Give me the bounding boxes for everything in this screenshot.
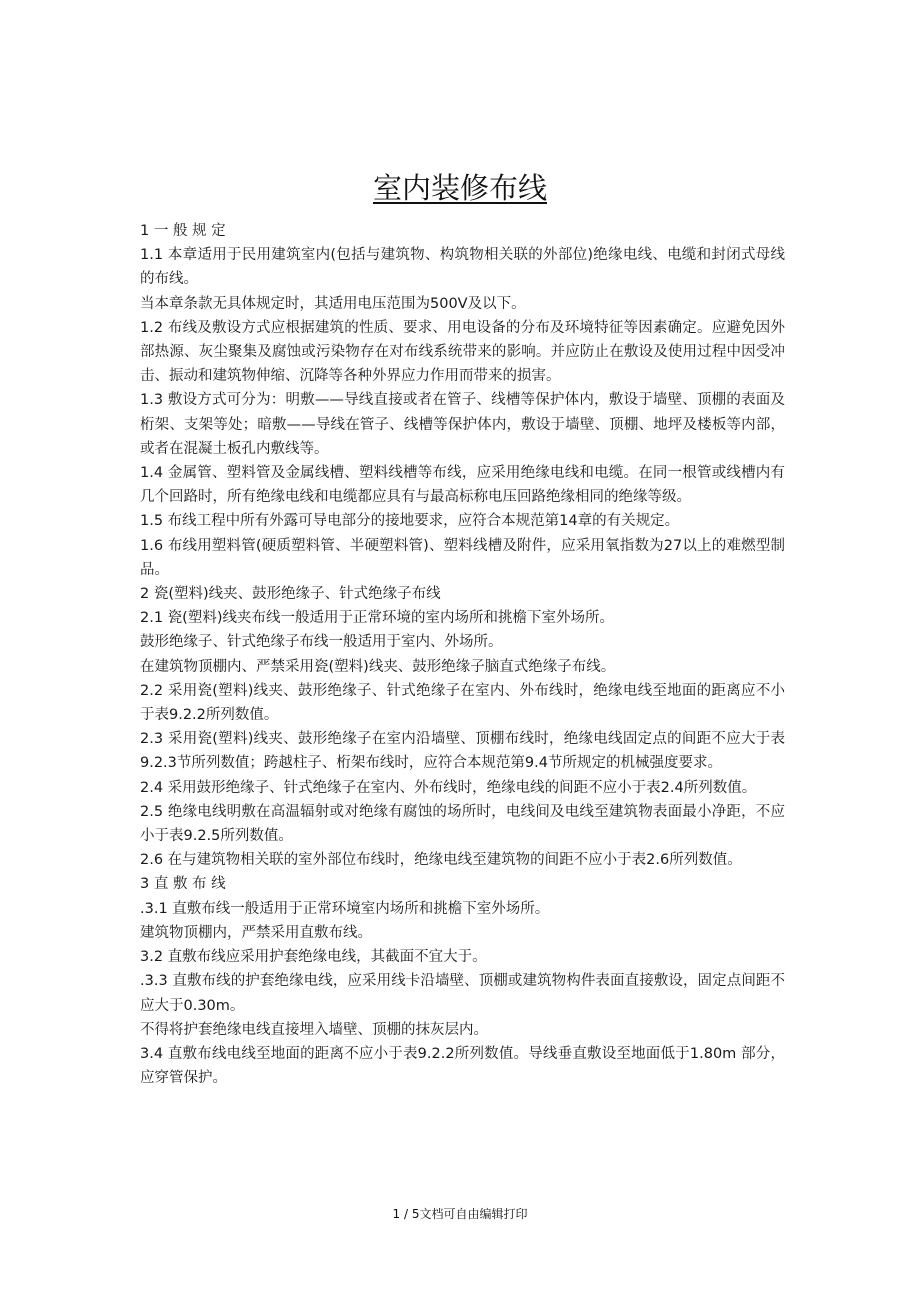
paragraph: 2.2 采用瓷(塑料)线夹、鼓形绝缘子、针式绝缘子在室内、外布线时，绝缘电线至地面的距离应不小于表9.2.2所列数值。 [140,682,785,724]
paragraph: 2.3 采用瓷(塑料)线夹、鼓形绝缘子在室内沿墙壁、顶棚布线时，绝缘电线固定点的间距不应大于表9.2.3节所列数值；跨越柱子、桁架布线时，应符合本规范第9.4节所规定的机械强度要求。 [140,731,785,772]
page-footer: 1 / 5文档可自由编辑打印 [392,1207,528,1221]
paragraph: 在建筑物顶棚内、严禁采用瓷(塑料)线夹、鼓形绝缘子脑直式绝缘子布线。 [140,658,616,675]
paragraph: 1.5 布线工程中所有外露可导电部分的接地要求，应符合本规范第14章的有关规定。 [140,513,680,530]
paragraph: 2.5 绝缘电线明敷在高温辐射或对绝缘有腐蚀的场所时，电线间及电线至建筑物表面最小净距，不应小于表9.2.5所列数值。 [140,803,785,845]
section-heading: 2 瓷(塑料)线夹、鼓形绝缘子、针式绝缘子布线 [140,586,441,603]
paragraph: 建筑物顶棚内，严禁采用直敷布线。 [140,924,372,941]
paragraph: 1.2 布线及敷设方式应根据建筑的性质、要求、用电设备的分布及环境特征等因素确定。应避免因外部热源、灰尘聚集及腐蚀或污染物存在对布线系统带来的影响。并应防止在敷设及使用过程中因受冲击、振动和建筑物伸缩、沉降等各种外界应力作用而带来的损害。 [140,319,785,385]
document-title: 室内装修布线 [372,171,547,205]
paragraph: 1.4 金属管、塑料管及金属线槽、塑料线槽等布线，应采用绝缘电线和电缆。在同一根管或线槽内有几个回路时，所有绝缘电线和电缆都应具有与最高标称电压回路绝缘相同的绝缘等级。 [140,465,785,506]
section-heading: 1 一 般 规 定 [140,223,226,239]
paragraph: 2.4 采用鼓形绝缘子、针式绝缘子在室内、外布线时，绝缘电线的间距不应小于表2.4所列数值。 [140,779,757,796]
document-body [140,219,785,1090]
paragraph: .3.3 直敷布线的护套绝缘电线，应采用线卡沿墙壁、顶棚或建筑物构件表面直接敷设，固定点间距不应大于0.30m。 [140,973,785,1014]
paragraph: 不得将护套绝缘电线直接埋入墙壁、顶棚的抹灰层内。 [140,1021,488,1038]
paragraph: 1.6 布线用塑料管(硬质塑料管、半硬塑料管)、塑料线槽及附件，应采用氧指数为27以上的难燃型制品。 [140,537,785,578]
paragraph: 1.1 本章适用于民用建筑室内(包括与建筑物、构筑物相关联的外部位)绝缘电线、电缆和封闭式母线的布线。 [140,247,785,288]
section-heading: 3 直 敷 布 线 [140,876,226,893]
paragraph: 2.1 瓷(塑料)线夹布线一般适用于正常环境的室内场所和挑檐下室外场所。 [140,610,614,627]
paragraph: 3.2 直敷布线应采用护套绝缘电线，其截面不宜大于。 [140,949,487,966]
paragraph: 1.3 敷设方式可分为：明敷——导线直接或者在管子、线槽等保护体内，敷设于墙壁、顶棚的表面及桁架、支架等处；暗敷——导线在管子、线槽等保护体内，敷设于墙壁、顶棚、地坪及楼板等内部，或者在混凝土板孔内敷线等。 [140,392,785,457]
paragraph: 2.6 在与建筑物相关联的室外部位布线时，绝缘电线至建筑物的间距不应小于表2.6所列数值。 [140,852,742,869]
paragraph: 3.4 直敷布线电线至地面的距离不应小于表9.2.2所列数值。导线垂直敷设至地面低于1.80m 部分，应穿管保护。 [140,1045,785,1087]
paragraph: 当本章条款无具体规定时，其适用电压范围为500V及以下。 [140,295,526,312]
paragraph: 鼓形绝缘子、针式绝缘子布线一般适用于室内、外场所。 [140,634,503,651]
paragraph: .3.1 直敷布线一般适用于正常环境室内场所和挑檐下室外场所。 [140,900,550,917]
